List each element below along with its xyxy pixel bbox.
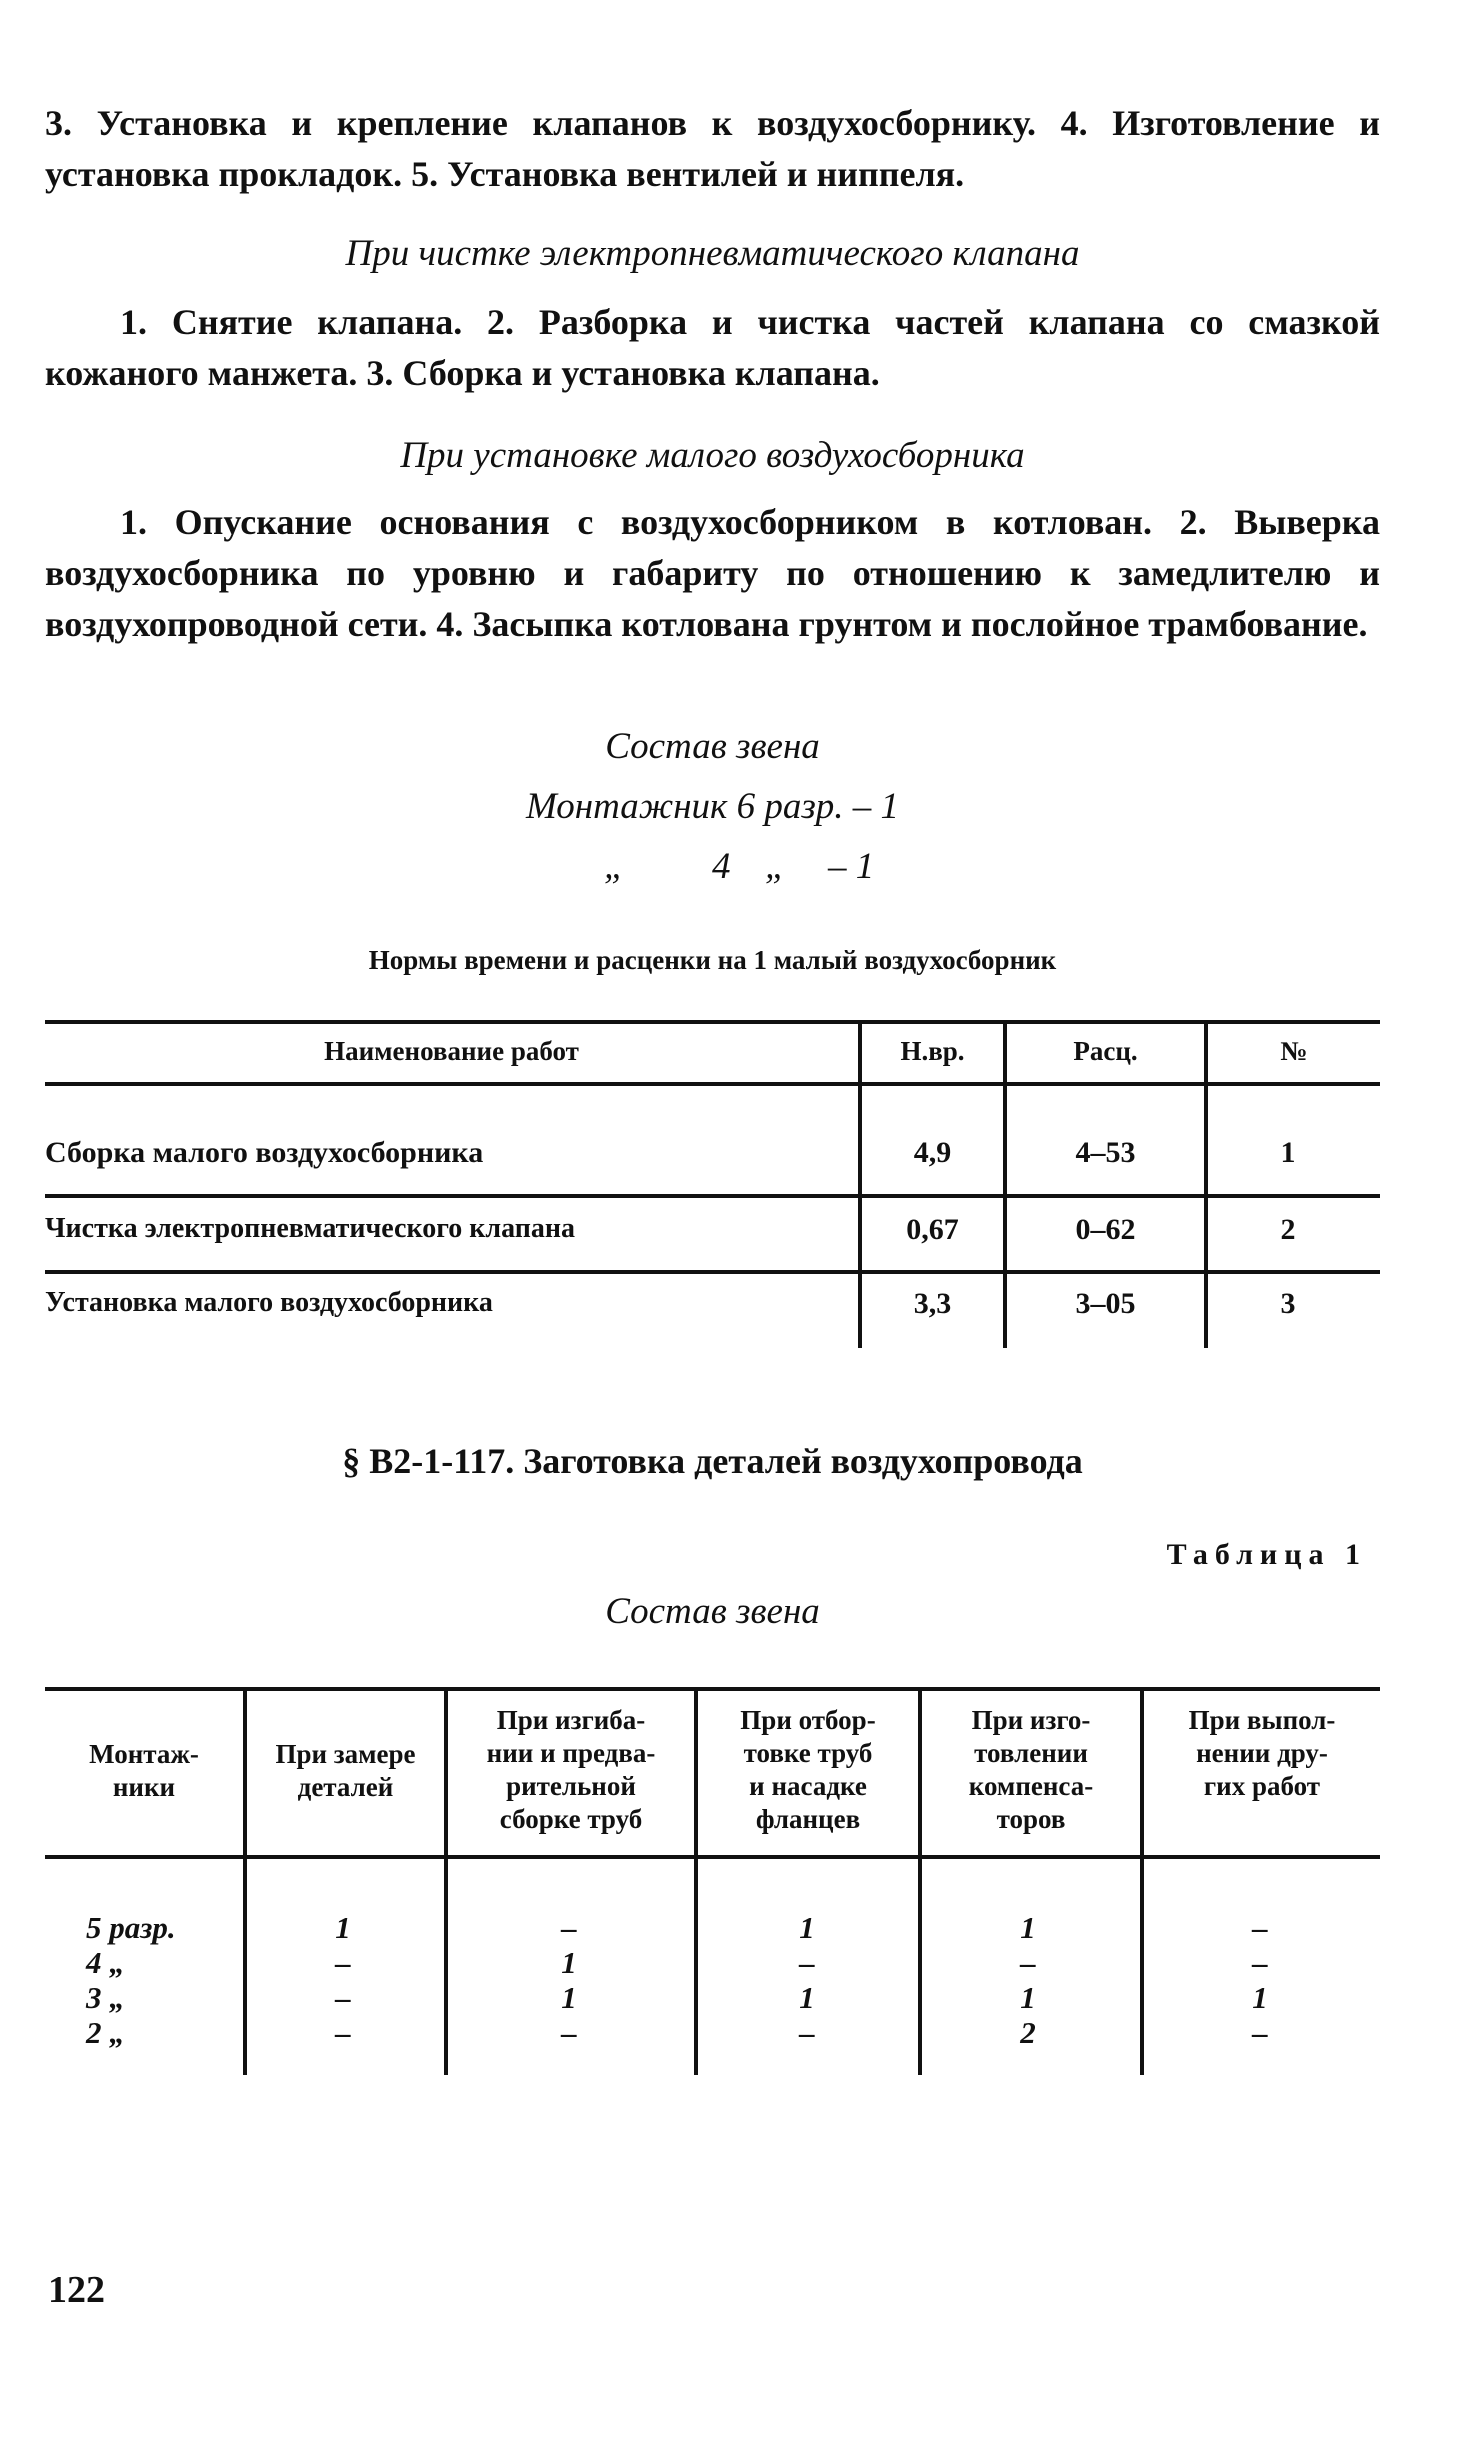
- subheading-valve-cleaning: При чистке электропневматического клапана: [345, 233, 1080, 274]
- cell: –: [1252, 2015, 1268, 2050]
- row-label: 2 „: [86, 2015, 125, 2050]
- section-title: § В2-1-117. Заготовка деталей воздухопровода: [342, 1441, 1083, 1481]
- cell: –: [1252, 1945, 1268, 1980]
- cell: 2: [1020, 2015, 1036, 2050]
- cell: –: [799, 2015, 815, 2050]
- row-number: 1: [1280, 1136, 1296, 1169]
- paragraph-small-receiver: 1. Опускание основания с воздухосборником в котлован. 2. Выверка воздухосборника по уровню и габариту по отношению к замедлителю и воздухопроводной сети. 4. Засыпка котлована грунтом и послойное трамбование.: [45, 502, 1380, 644]
- header-time-norm: Н.вр.: [900, 1036, 965, 1066]
- cell: –: [335, 2015, 351, 2050]
- rate: 0–62: [1075, 1213, 1136, 1246]
- work-name: Установка малого воздухосборника: [45, 1287, 493, 1318]
- table-rule: [45, 1270, 1380, 1274]
- work-name: Сборка малого воздухосборника: [45, 1136, 484, 1169]
- time-norm: 0,67: [906, 1213, 959, 1246]
- cell: –: [799, 1945, 815, 1980]
- cell: 1: [561, 1945, 577, 1980]
- work-name: Чистка электропневматического клапана: [45, 1213, 575, 1244]
- subheading-small-receiver: При установке малого воздухосборника: [400, 435, 1025, 476]
- header-measuring: При замере деталей: [275, 1739, 416, 1802]
- row-label: 5 разр.: [86, 1910, 176, 1945]
- row-number: 3: [1280, 1287, 1296, 1320]
- header-compensators: При изго- товлении компенса- торов: [968, 1705, 1094, 1834]
- crew-title: Состав звена: [605, 726, 820, 767]
- header-other-works: При выпол- нении дру- гих работ: [1188, 1705, 1336, 1801]
- norms-table-caption: Нормы времени и расценки на 1 малый воздухосборник: [368, 945, 1057, 975]
- rate: 3–05: [1075, 1287, 1136, 1320]
- header-flanging: При отбор- товке труб и насадке фланцев: [740, 1705, 876, 1834]
- header-bending: При изгиба- нии и предва- рительной сборке труб: [486, 1705, 656, 1834]
- cell: 1: [1020, 1980, 1036, 2015]
- cell: 1: [1252, 1980, 1268, 2015]
- cell: 1: [561, 1980, 577, 2015]
- rate: 4–53: [1075, 1136, 1136, 1169]
- page-number: 122: [48, 2269, 105, 2311]
- row-label: 3 „: [86, 1980, 125, 2015]
- cell: –: [561, 1910, 577, 1945]
- table-rule: [45, 1020, 1380, 1024]
- time-norm: 4,9: [913, 1136, 952, 1169]
- cell: –: [1252, 1910, 1268, 1945]
- cell: 1: [335, 1910, 351, 1945]
- table-label: Таблица 1: [1166, 1538, 1367, 1571]
- header-number: №: [1280, 1036, 1308, 1066]
- paragraph-valve-cleaning: 1. Снятие клапана. 2. Разборка и чистка частей клапана со смазкой кожаного манжета. 3. Сборка и установка клапана.: [45, 302, 1380, 393]
- table-rule: [45, 1082, 1380, 1086]
- crew-title-2: Состав звена: [605, 1591, 820, 1632]
- header-fitters: Монтаж- ники: [89, 1739, 199, 1802]
- cell: –: [1020, 1945, 1036, 1980]
- crew-count: – 1: [828, 846, 875, 887]
- row-label: 4 „: [86, 1945, 125, 1980]
- ditto-mark: „: [604, 846, 625, 887]
- cell: 1: [1020, 1910, 1036, 1945]
- header-rate: Расц.: [1073, 1036, 1138, 1066]
- cell: –: [335, 1945, 351, 1980]
- time-norm: 3,3: [913, 1287, 952, 1320]
- cell: 1: [799, 1980, 815, 2015]
- crew-grade-4: 4: [712, 846, 731, 887]
- paragraph-intro: 3. Установка и крепление клапанов к воздухосборнику. 4. Изготовление и установка прокладок. 5. Установка вентилей и ниппеля.: [45, 103, 1380, 194]
- cell: 1: [799, 1910, 815, 1945]
- table-rule: [45, 1194, 1380, 1198]
- header-work-name: Наименование работ: [324, 1036, 579, 1066]
- ditto-mark: „: [765, 846, 786, 887]
- cell: –: [335, 1980, 351, 2015]
- cell: –: [561, 2015, 577, 2050]
- crew-line-6: Монтажник 6 разр. – 1: [525, 786, 900, 827]
- row-number: 2: [1280, 1213, 1296, 1246]
